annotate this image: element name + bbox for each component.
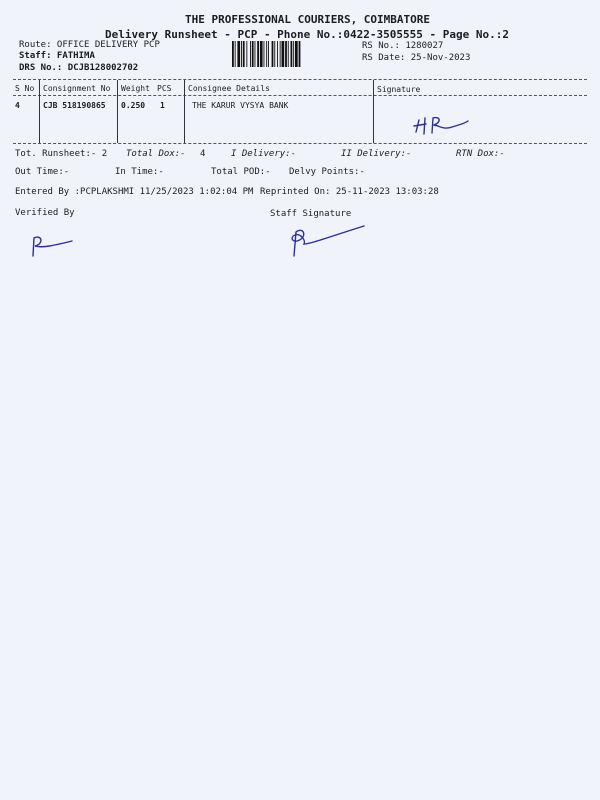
header-weight: Weight	[121, 84, 150, 93]
header-s-no: S No	[15, 84, 35, 93]
company-title: THE PROFESSIONAL COURIERS, COIMBATORE	[185, 13, 431, 26]
barcode	[232, 41, 354, 67]
total-dox-value: 4	[200, 149, 206, 159]
route-label: Route: OFFICE DELIVERY PCP	[19, 40, 160, 50]
rs-number: RS No.: 1280027	[362, 41, 444, 51]
staff-signature	[286, 222, 368, 260]
header-signature: Signature	[377, 85, 421, 94]
ii-delivery: II Delivery:-	[341, 149, 412, 159]
rs-date: RS Date: 25-Nov-2023	[362, 53, 471, 63]
i-delivery: I Delivery:-	[231, 149, 297, 159]
reprinted-on: Reprinted On: 25-11-2023 13:03:28	[260, 187, 439, 197]
entered-by: Entered By :PCPLAKSHMI 11/25/2023 1:02:04 PM	[15, 187, 254, 197]
col-divider	[117, 80, 118, 143]
header-consignee-details: Consignee Details	[188, 84, 270, 93]
cell-weight: 0.250	[121, 101, 146, 110]
table-header-rule	[13, 95, 587, 96]
verified-by-label: Verified By	[15, 208, 75, 218]
cell-consignee: THE KARUR VYSYA BANK	[192, 101, 289, 110]
total-pod: Total POD:-	[211, 167, 271, 177]
col-divider	[184, 80, 185, 143]
out-time: Out Time:-	[15, 167, 70, 177]
tot-runsheet: Tot. Runsheet:- 2	[15, 149, 108, 159]
staff-signature-label: Staff Signature	[270, 209, 352, 219]
rtn-dox: RTN Dox:-	[456, 149, 505, 159]
cell-consignment: CJB 518190865	[43, 101, 106, 110]
drs-number: DRS No.: DCJB128002702	[19, 63, 139, 73]
delvy-points: Delvy Points:-	[289, 167, 365, 177]
cell-pcs: 1	[160, 101, 165, 110]
header-pcs: PCS	[157, 84, 172, 93]
table-top-rule	[13, 79, 587, 80]
staff-label: Staff: FATHIMA	[19, 51, 95, 61]
col-divider	[373, 80, 374, 143]
receiver-signature	[410, 112, 472, 138]
header-consignment-no: Consignment No	[43, 84, 111, 93]
table-bottom-rule	[13, 143, 587, 144]
total-dox-label: Total Dox:-	[126, 149, 186, 159]
in-time: In Time:-	[115, 167, 164, 177]
runsheet-subtitle: Delivery Runsheet - PCP - Phone No.:0422-3505555 - Page No.:2	[105, 28, 509, 41]
verifier-signature	[28, 232, 78, 260]
cell-s-no: 4	[15, 101, 20, 110]
col-divider	[39, 80, 40, 143]
